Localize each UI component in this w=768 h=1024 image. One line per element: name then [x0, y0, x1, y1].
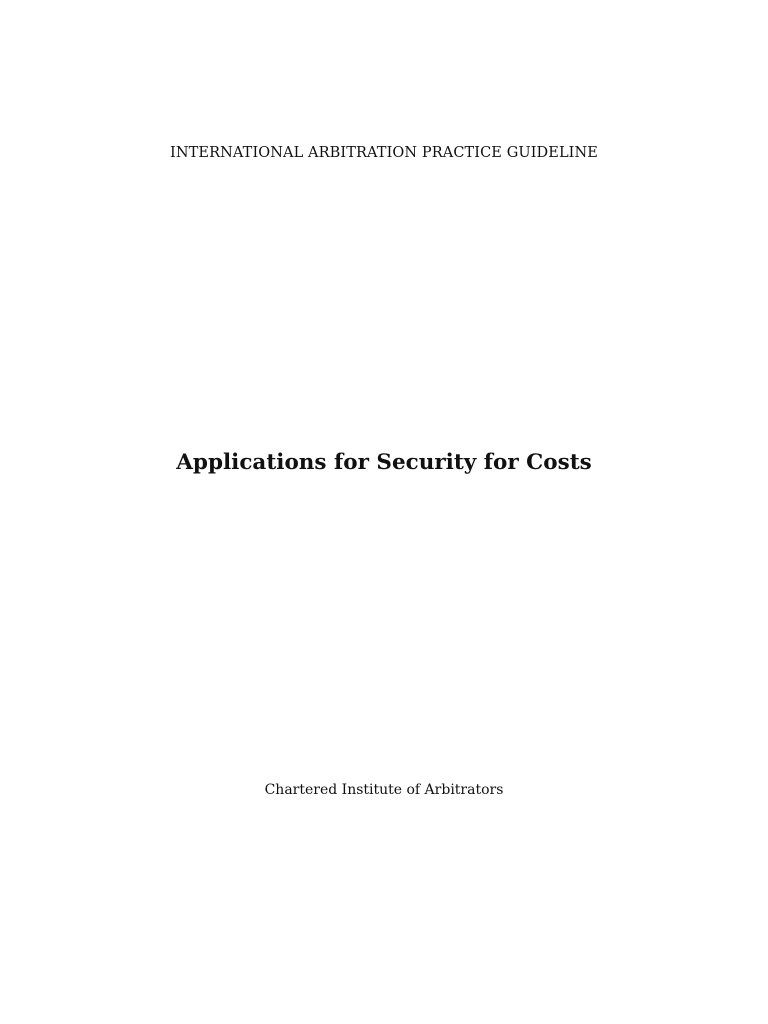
document-title: Applications for Security for Costs	[176, 450, 592, 475]
document-supertitle: INTERNATIONAL ARBITRATION PRACTICE GUIDELINE	[170, 145, 598, 161]
publisher-name: Chartered Institute of Arbitrators	[264, 782, 504, 798]
